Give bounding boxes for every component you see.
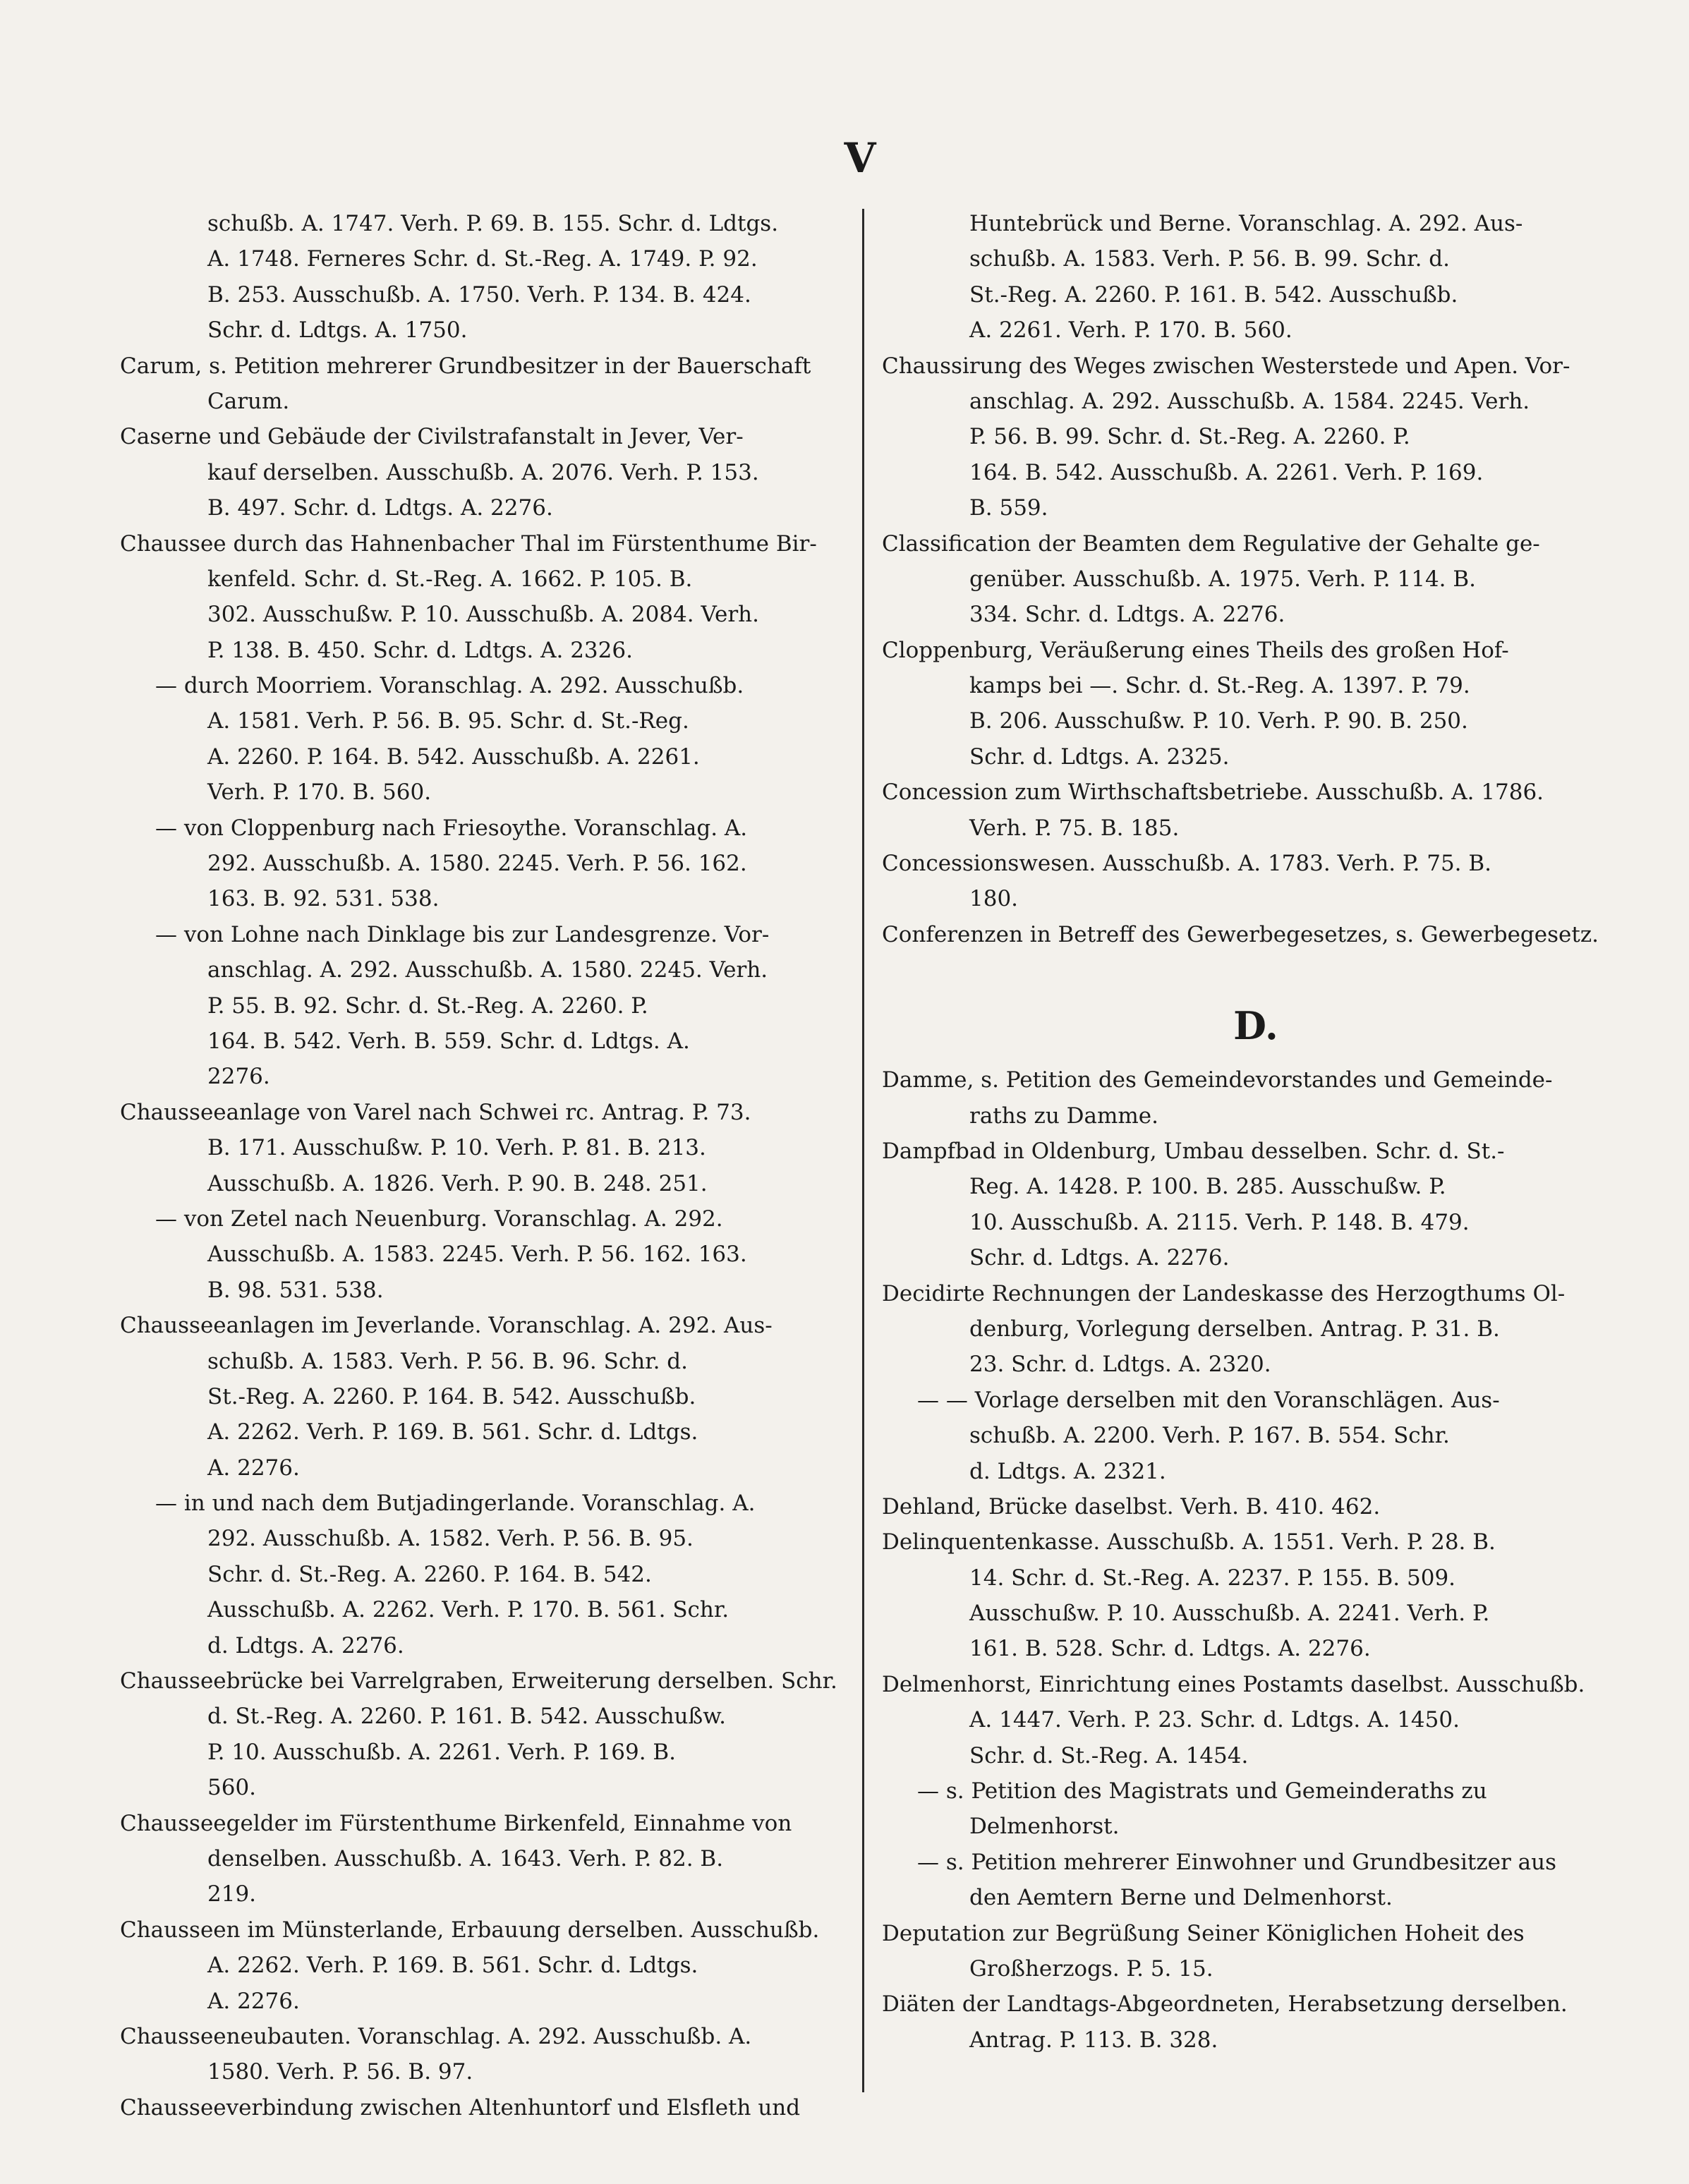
index-entry-continuation: B. 171. Ausschußw. P. 10. Verh. P. 81. B. 213. bbox=[207, 1135, 706, 1161]
index-entry-continuation: 23. Schr. d. Ldtgs. A. 2320. bbox=[969, 1352, 1271, 1378]
index-entry-continuation: Huntebrück und Berne. Voranschlag. A. 292. Aus- bbox=[969, 211, 1523, 236]
index-entry-line: Damme, s. Petition des Gemeindevorstandes und Gemeinde- bbox=[882, 1067, 1553, 1093]
index-entry-continuation: Ausschußb. A. 2262. Verh. P. 170. B. 561. Schr. bbox=[207, 1597, 730, 1623]
index-entry-line: Chaussee durch das Hahnenbacher Thal im Fürstenthume Bir- bbox=[120, 530, 817, 557]
index-entry-line: Chausseeanlagen im Jeverlande. Voranschlag. A. 292. Aus- bbox=[120, 1313, 773, 1339]
index-entry-continuation: raths zu Damme. bbox=[969, 1103, 1158, 1129]
index-entry-continuation: Delmenhorst. bbox=[969, 1814, 1120, 1840]
index-entry-continuation: 164. B. 542. Verh. B. 559. Schr. d. Ldtgs. A. bbox=[207, 1028, 690, 1054]
right-column bbox=[882, 206, 1630, 2058]
index-entry-continuation: Antrag. P. 113. B. 328. bbox=[969, 2027, 1218, 2053]
index-entry-continuation: 10. Ausschußb. A. 2115. Verh. P. 148. B. 479. bbox=[969, 1209, 1470, 1235]
index-entry-continuation: — — Vorlage derselben mit den Voranschlägen. Aus- bbox=[917, 1387, 1500, 1413]
index-entry-continuation: — durch Moorriem. Voranschlag. A. 292. Ausschußb. bbox=[155, 673, 744, 699]
index-entry-continuation: den Aemtern Berne und Delmenhorst. bbox=[969, 1885, 1393, 1911]
index-entry-continuation: 219. bbox=[207, 1881, 257, 1907]
index-entry-continuation: schußb. A. 1583. Verh. P. 56. B. 99. Schr. d. bbox=[969, 246, 1451, 272]
index-entry-line: Chausseegelder im Fürstenthume Birkenfeld, Einnahme von bbox=[120, 1810, 792, 1836]
index-entry-continuation: 180. bbox=[969, 886, 1019, 912]
index-entry-continuation: d. Ldtgs. A. 2321. bbox=[969, 1458, 1166, 1484]
index-entry-continuation: 2276. bbox=[207, 1064, 270, 1090]
index-entry-continuation: denselben. Ausschußb. A. 1643. Verh. P. 82. B. bbox=[207, 1845, 724, 1871]
column-divider bbox=[862, 209, 864, 2092]
index-entry-continuation: 1580. Verh. P. 56. B. 97. bbox=[207, 2059, 473, 2085]
index-entry-line: Dehland, Brücke daselbst. Verh. B. 410. 462. bbox=[882, 1493, 1381, 1519]
index-entry-continuation: 161. B. 528. Schr. d. Ldtgs. A. 2276. bbox=[969, 1636, 1371, 1662]
index-entry-line: Chausseebrücke bei Varrelgraben, Erweiterung derselben. Schr. bbox=[120, 1668, 837, 1694]
index-entry-continuation: Verh. P. 170. B. 560. bbox=[207, 779, 432, 806]
index-entry-continuation: A. 2261. Verh. P. 170. B. 560. bbox=[969, 317, 1293, 344]
index-entry-continuation: 560. bbox=[207, 1775, 257, 1801]
index-entry-line: Conferenzen in Betreff des Gewerbegesetzes, s. Gewerbegesetz. bbox=[882, 921, 1599, 947]
index-entry-continuation: kenfeld. Schr. d. St.-Reg. A. 1662. P. 105. B. bbox=[207, 566, 693, 592]
index-entry-continuation: Schr. d. Ldtgs. A. 2276. bbox=[969, 1245, 1230, 1271]
index-entry-continuation: A. 2262. Verh. P. 169. B. 561. Schr. d. Ldtgs. bbox=[207, 1419, 698, 1445]
index-entry-continuation: B. 497. Schr. d. Ldtgs. A. 2276. bbox=[207, 495, 553, 521]
index-entry-continuation: P. 138. B. 450. Schr. d. Ldtgs. A. 2326. bbox=[207, 637, 633, 663]
index-entry-continuation: 164. B. 542. Ausschußb. A. 2261. Verh. P. 169. bbox=[969, 459, 1484, 485]
index-entry-continuation: anschlag. A. 292. Ausschußb. A. 1580. 2245. Verh. bbox=[207, 957, 768, 983]
index-entry-continuation: anschlag. A. 292. Ausschußb. A. 1584. 2245. Verh. bbox=[969, 388, 1530, 414]
index-entry-continuation: Reg. A. 1428. P. 100. B. 285. Ausschußw. P. bbox=[969, 1174, 1446, 1200]
index-entry-continuation: A. 2276. bbox=[207, 1455, 300, 1481]
index-entry-continuation: 292. Ausschußb. A. 1582. Verh. P. 56. B. 95. bbox=[207, 1526, 694, 1552]
index-entry-continuation: Ausschußw. P. 10. Ausschußb. A. 2241. Verh. P. bbox=[969, 1601, 1490, 1627]
index-entry-line: Delinquentenkasse. Ausschußb. A. 1551. Verh. P. 28. B. bbox=[882, 1529, 1496, 1555]
index-entry-continuation: d. Ldtgs. A. 2276. bbox=[207, 1632, 404, 1658]
index-entry-line: Chausseeverbindung zwischen Altenhuntorf und Elsfleth und bbox=[120, 2094, 801, 2121]
index-entry-line: Concessionswesen. Ausschußb. A. 1783. Verh. P. 75. B. bbox=[882, 851, 1492, 877]
index-entry-continuation: P. 10. Ausschußb. A. 2261. Verh. P. 169. B. bbox=[207, 1739, 677, 1765]
left-column bbox=[120, 206, 868, 2125]
index-entry-continuation: d. St.-Reg. A. 2260. P. 161. B. 542. Ausschußw. bbox=[207, 1704, 726, 1730]
index-entry-continuation: Carum. bbox=[207, 388, 290, 414]
index-entry-continuation: A. 1447. Verh. P. 23. Schr. d. Ldtgs. A. 1450. bbox=[969, 1707, 1460, 1733]
index-entry-continuation: — von Zetel nach Neuenburg. Voranschlag. A. 292. bbox=[155, 1206, 723, 1232]
index-entry-continuation: schußb. A. 2200. Verh. P. 167. B. 554. Schr. bbox=[969, 1423, 1450, 1449]
index-entry-continuation: Schr. d. Ldtgs. A. 2325. bbox=[969, 744, 1230, 770]
index-entry-continuation: — s. Petition mehrerer Einwohner und Grundbesitzer aus bbox=[917, 1849, 1557, 1875]
index-entry-continuation: genüber. Ausschußb. A. 1975. Verh. P. 114. B. bbox=[969, 566, 1477, 592]
index-entry-continuation: A. 1748. Ferneres Schr. d. St.-Reg. A. 1749. P. 92. bbox=[207, 246, 758, 272]
index-entry-continuation: 292. Ausschußb. A. 1580. 2245. Verh. P. 56. 162. bbox=[207, 851, 747, 877]
index-entry-line: Caserne und Gebäude der Civilstrafanstalt in Jever, Ver- bbox=[120, 424, 744, 450]
index-entry-line: Carum, s. Petition mehrerer Grundbesitzer in der Bauerschaft bbox=[120, 353, 811, 379]
index-entry-line: Chausseeneubauten. Voranschlag. A. 292. Ausschußb. A. bbox=[120, 2023, 752, 2049]
index-entry-continuation: 14. Schr. d. St.-Reg. A. 2237. P. 155. B. 509. bbox=[969, 1565, 1456, 1591]
index-entry-continuation: P. 55. B. 92. Schr. d. St.-Reg. A. 2260. P. bbox=[207, 993, 648, 1019]
index-entry-continuation: — s. Petition des Magistrats und Gemeinderaths zu bbox=[917, 1778, 1487, 1804]
index-entry-continuation: A. 2276. bbox=[207, 1988, 300, 2014]
index-entry-continuation: Ausschußb. A. 1826. Verh. P. 90. B. 248. 251. bbox=[207, 1170, 708, 1196]
index-entry-continuation: B. 206. Ausschußw. P. 10. Verh. P. 90. B. 250. bbox=[969, 708, 1468, 734]
index-entry-continuation: Großherzogs. P. 5. 15. bbox=[969, 1955, 1213, 1982]
index-entry-line: Diäten der Landtags-Abgeordneten, Herabsetzung derselben. bbox=[882, 1991, 1568, 2018]
index-entry-line: Chausseeanlage von Varel nach Schwei rc. Antrag. P. 73. bbox=[120, 1099, 751, 1125]
section-heading: D. bbox=[1233, 1003, 1278, 1049]
index-entry-continuation: Schr. d. St.-Reg. A. 1454. bbox=[969, 1742, 1249, 1769]
index-entry-continuation: kamps bei —. Schr. d. St.-Reg. A. 1397. P. 79. bbox=[969, 673, 1470, 699]
index-entry-continuation: Verh. P. 75. B. 185. bbox=[969, 815, 1180, 841]
index-entry-line: Decidirte Rechnungen der Landeskasse des Herzogthums Ol- bbox=[882, 1280, 1566, 1306]
index-entry-continuation: denburg, Vorlegung derselben. Antrag. P. 31. B. bbox=[969, 1316, 1500, 1342]
index-entry-line: Deputation zur Begrüßung Seiner Königlichen Hoheit des bbox=[882, 1920, 1525, 1946]
index-entry-continuation: B. 98. 531. 538. bbox=[207, 1277, 384, 1303]
section-gap bbox=[882, 952, 1630, 989]
index-entry-continuation: — von Lohne nach Dinklage bis zur Landesgrenze. Vor- bbox=[155, 921, 770, 947]
index-entry-continuation: Ausschußb. A. 1583. 2245. Verh. P. 56. 162. 163. bbox=[207, 1242, 747, 1268]
index-entry-continuation: A. 2262. Verh. P. 169. B. 561. Schr. d. Ldtgs. bbox=[207, 1953, 698, 1979]
index-entry-continuation: Schr. d. Ldtgs. A. 1750. bbox=[207, 317, 468, 344]
index-entry-line: Concession zum Wirthschaftsbetriebe. Ausschußb. A. 1786. bbox=[882, 779, 1544, 806]
index-entry-continuation: Schr. d. St.-Reg. A. 2260. P. 164. B. 542. bbox=[207, 1561, 652, 1587]
index-entry-line: Delmenhorst, Einrichtung eines Postamts daselbst. Ausschußb. bbox=[882, 1671, 1585, 1697]
index-entry-continuation: kauf derselben. Ausschußb. A. 2076. Verh. P. 153. bbox=[207, 459, 759, 485]
index-entry-continuation: B. 559. bbox=[969, 495, 1048, 521]
index-entry-continuation: A. 2260. P. 164. B. 542. Ausschußb. A. 2261. bbox=[207, 744, 700, 770]
index-entry-line: Dampfbad in Oldenburg, Umbau desselben. Schr. d. St.- bbox=[882, 1138, 1505, 1164]
index-entry-continuation: B. 253. Ausschußb. A. 1750. Verh. P. 134. B. 424. bbox=[207, 281, 751, 308]
index-entry-continuation: A. 1581. Verh. P. 56. B. 95. Schr. d. St.-Reg. bbox=[207, 708, 689, 734]
index-entry-continuation: St.-Reg. A. 2260. P. 164. B. 542. Ausschußb. bbox=[207, 1383, 696, 1409]
index-entry-continuation: 163. B. 92. 531. 538. bbox=[207, 886, 440, 912]
index-entry-line: Chaussirung des Weges zwischen Westerstede und Apen. Vor- bbox=[882, 353, 1570, 379]
index-entry-continuation: 302. Ausschußw. P. 10. Ausschußb. A. 2084. Verh. bbox=[207, 602, 759, 628]
index-entry-continuation: schußb. A. 1583. Verh. P. 56. B. 96. Schr. d. bbox=[207, 1348, 689, 1374]
index-entry-continuation: — in und nach dem Butjadingerlande. Voranschlag. A. bbox=[155, 1491, 756, 1517]
index-entry-continuation: schußb. A. 1747. Verh. P. 69. B. 155. Schr. d. Ldtgs. bbox=[207, 211, 779, 236]
index-entry-continuation: — von Cloppenburg nach Friesoythe. Voranschlag. A. bbox=[155, 815, 748, 841]
page-number: V bbox=[844, 134, 878, 182]
index-entry-line: Cloppenburg, Veräußerung eines Theils des großen Hof- bbox=[882, 637, 1509, 663]
index-entry-continuation: 334. Schr. d. Ldtgs. A. 2276. bbox=[969, 602, 1285, 628]
index-entry-continuation: P. 56. B. 99. Schr. d. St.-Reg. A. 2260. P. bbox=[969, 424, 1410, 450]
index-entry-continuation: St.-Reg. A. 2260. P. 161. B. 542. Ausschußb. bbox=[969, 281, 1458, 308]
index-entry-line: Chausseen im Münsterlande, Erbauung derselben. Ausschußb. bbox=[120, 1917, 820, 1943]
index-entry-line: Classification der Beamten dem Regulative der Gehalte ge- bbox=[882, 530, 1540, 557]
